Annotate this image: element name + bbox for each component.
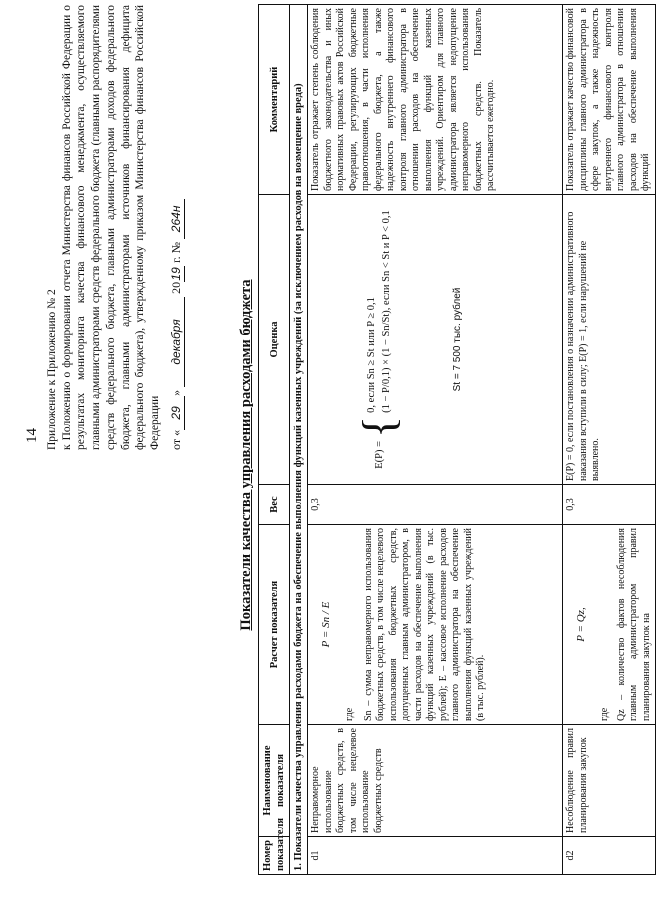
row-comment: Показатель отражает степень соблюдения бюджетного законодательства и иных нормативных правовых актов Российской Федерации, регулирующих бюджетные правоотношения, в части исполнения федерального бюджета, а также надежность внутреннего финансового контроля главного администратора в отношении расходов на обеспечение выполнения функций казенных учреждений. Ориентиром для главного администратора является недопущение неправомерного использования бюджетных средств. Показатель рассчитывается ежегодно. <box>308 5 563 195</box>
row-name: Несоблюдение правил планирования закупок <box>563 725 656 837</box>
date-year: 19 <box>169 266 185 282</box>
section-row <box>290 5 308 875</box>
score-case-2: (1 − P/0,1) × (1 − Sn/St), если Sn < St и P < 0,1 <box>381 210 393 413</box>
row-comment: Показатель отражает качество финансовой дисциплины главного администратора в сфере закупок, а также надежность внутреннего финансового контроля главного администратора в отношении расходов на обеспечение выполнения функций <box>563 5 656 195</box>
header-name: Наименование показателя <box>259 725 290 837</box>
score-formula: E(P) = { 0, если Sn ≥ St или P ≥ 0,1 (1 − P/0,1) × (1 − Sn/St), если Sn < St и P < 0,1 <box>353 210 405 469</box>
date-month: декабря <box>169 297 185 387</box>
calc-where: где <box>344 707 356 721</box>
row-calc <box>308 525 563 725</box>
calc-where: где <box>599 707 611 721</box>
calc-detail: Qz – количество фактов несоблюдения главным администратором правил планирования закупок на <box>615 528 652 721</box>
calc-detail: Sn – сумма неправомерного использования бюджетных средств, в том числе нецелевого использования бюджетных средств, допущенных главным администратором, в части расходов на обеспечение выполнения функций казенных учреждений (в тыс. рублей); E – кассовое исполнение расходов главного администратора на обеспечение выполнения функций казенных учреждений (в тыс. рублей). <box>362 528 487 721</box>
calc-formula: P = Sn / E <box>320 601 333 648</box>
header-weight: Вес <box>259 485 290 525</box>
row-score: E(P) = 0, если постановления о назначении административного наказания вступили в силу; E(P) = 1, если нарушений не выявлено. <box>563 195 656 485</box>
calc-formula: P = Qz, <box>575 607 588 642</box>
table-row <box>563 5 656 875</box>
row-score <box>308 195 563 485</box>
header-score: Оценка <box>259 195 290 485</box>
row-num: d1 <box>308 837 563 875</box>
order-number: 264н <box>169 199 185 239</box>
appendix-heading: Приложение к Приложению № 2 <box>46 289 58 450</box>
row-calc <box>563 525 656 725</box>
score-case-1: 0, если Sn ≥ St или P ≥ 0,1 <box>366 297 378 413</box>
header-num: Номер показателя <box>259 837 290 875</box>
appendix-header <box>45 5 185 450</box>
header-comment: Комментарий <box>259 5 290 195</box>
row-weight: 0,3 <box>563 485 656 525</box>
row-weight: 0,3 <box>308 485 563 525</box>
indicators-table <box>258 4 656 875</box>
header-calc: Расчет показателя <box>259 525 290 725</box>
section-title: 1. Показатели качества управления расходами бюджета на обеспечение выполнения функций казенных учреждений (за исключением расходов на возмещение вреда) <box>290 5 308 875</box>
order-date-line: от «29» декабря 2019 г. № 264н <box>169 5 185 450</box>
date-day: 29 <box>169 396 185 430</box>
row-num: d2 <box>563 837 656 875</box>
appendix-body: к Положению о формировании отчета Министерства финансов Российской Федерации о результатах мониторинга качества финансового менеджмента, осуществляемого главными администраторами средств федерального бюджета (главными распорядителями средств федерального бюджета, главными администраторами доходов федерального бюджета, главными администраторами источников финансирования дефицита федерального бюджета), утвержденному приказом Министерства финансов Российской Федерации <box>60 5 162 450</box>
table-header-row <box>259 5 290 875</box>
page-number: 14 <box>24 428 40 443</box>
document-title: Показатели качества управления расходами бюджета <box>238 279 254 631</box>
score-threshold: St = 7 500 тыс. рублей <box>452 287 464 392</box>
table-row <box>308 5 563 875</box>
row-name: Неправомерное использование бюджетных средств, в том числе нецелевое использование бюджетных средств <box>308 725 563 837</box>
